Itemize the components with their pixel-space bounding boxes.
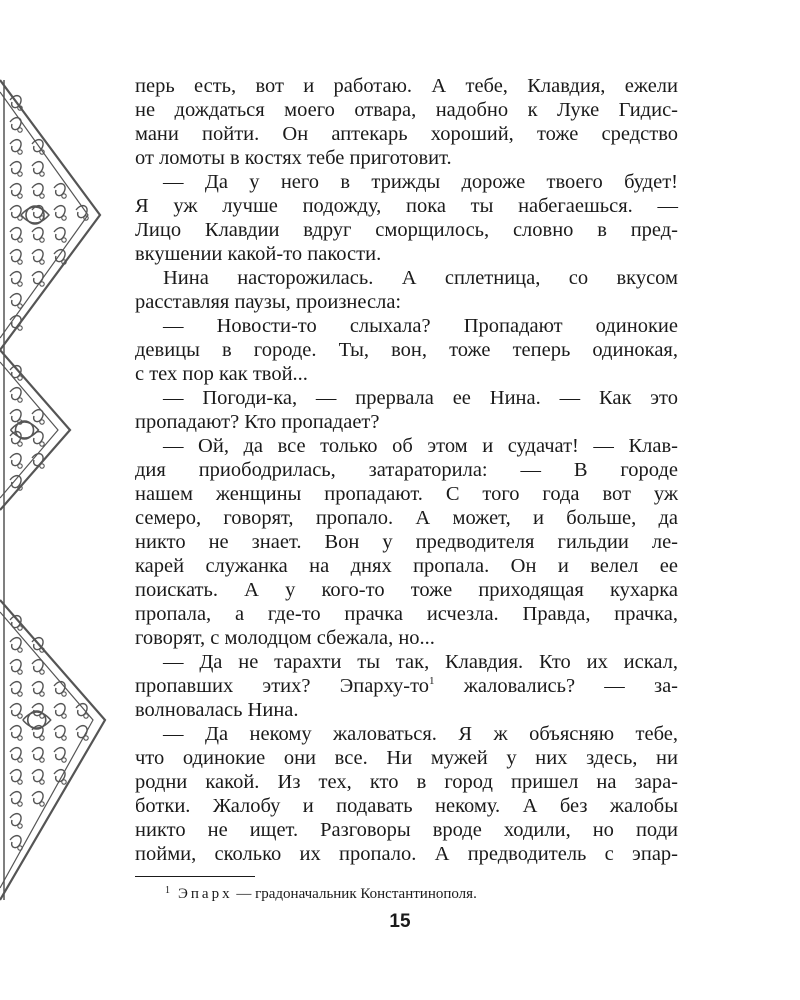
text-line: никто не ищет. Разговоры вроде ходили, но поди <box>135 819 678 841</box>
text-line: мани пойти. Он аптекарь хороший, тоже средство <box>135 123 678 145</box>
text-line: говорят, с молодцом сбежала, но... <box>135 627 435 649</box>
text-line: девицы в городе. Ты, вон, тоже теперь одинокая, <box>135 339 678 361</box>
text-line: — Погоди-ка, — прервала ее Нина. — Как это <box>163 387 678 409</box>
text-line: карей служанка на днях пропала. Он и велел ее <box>135 555 678 577</box>
footnote-divider <box>135 876 255 877</box>
text-line: расставляя паузы, произнесла: <box>135 291 402 313</box>
text-line: ботки. Жалобу и подавать некому. А без жалобы <box>135 795 678 817</box>
text-line: родни какой. Из тех, кто в город пришел на зара- <box>135 771 678 793</box>
page-number: 15 <box>389 911 411 932</box>
text-line: нашем женщины пропадают. С того года вот уж <box>135 483 678 505</box>
text-line: — Ой, да все только об этом и судачат! — Клав- <box>163 435 678 457</box>
text-line: семеро, говорят, пропало. А может, и больше, да <box>135 507 678 529</box>
text-line: — Да не тарахти ты так, Клавдия. Кто их искал, <box>163 651 678 673</box>
text-line: с тех пор как твой... <box>135 363 308 385</box>
text-line: вкушении какой-то пакости. <box>135 243 382 265</box>
text-line: перь есть, вот и работаю. А тебе, Клавдия, ежели <box>135 75 678 97</box>
text-line: Нина насторожилась. А сплетница, со вкусом <box>163 267 678 289</box>
arabesque-border-icon <box>0 0 110 1000</box>
text-line: что одинокие они все. Ни мужей у них здесь, ни <box>135 747 678 769</box>
text-line: — Новости-то слыхала? Пропадают одинокие <box>163 315 678 337</box>
text-line: — Да у него в трижды дороже твоего будет! <box>163 171 678 193</box>
footnote-mark: 1 <box>165 885 170 896</box>
text-line: Лицо Клавдии вдруг сморщилось, словно в пред- <box>135 219 678 241</box>
text-line: никто не знает. Вон у предводителя гильдии ле- <box>135 531 678 553</box>
text-line: Я уж лучше подожду, пока ты набегаешься. — <box>135 195 678 217</box>
body-text <box>135 74 678 866</box>
text-line: не дождаться моего отвара, надобно к Луке Гидис- <box>135 99 678 121</box>
text-line: — Да некому жаловаться. Я ж объясняю тебе, <box>163 723 678 745</box>
text-line: поискать. А у кого-то тоже приходящая кухарка <box>135 579 678 601</box>
text-line: пропала, а где-то прачка исчезла. Правда, прачка, <box>135 603 678 625</box>
footnote <box>165 881 680 904</box>
text-line: волновалась Нина. <box>135 699 299 721</box>
text-line: пропавших этих? Эпарху-$то^1$ жаловались? — за- <box>135 675 678 697</box>
footnote-definition: — градоначальник Константинополя. <box>232 886 477 902</box>
text-line: дия приободрилась, затараторила: — В городе <box>135 459 678 481</box>
text-line: пойми, сколько их пропало. А предводитель с эпар- <box>135 843 678 865</box>
text-line: от ломоты в костях тебе приготовит. <box>135 147 452 169</box>
footnote-term: Эпарх <box>178 886 233 902</box>
text-line: пропадают? Кто пропадает? <box>135 411 380 433</box>
